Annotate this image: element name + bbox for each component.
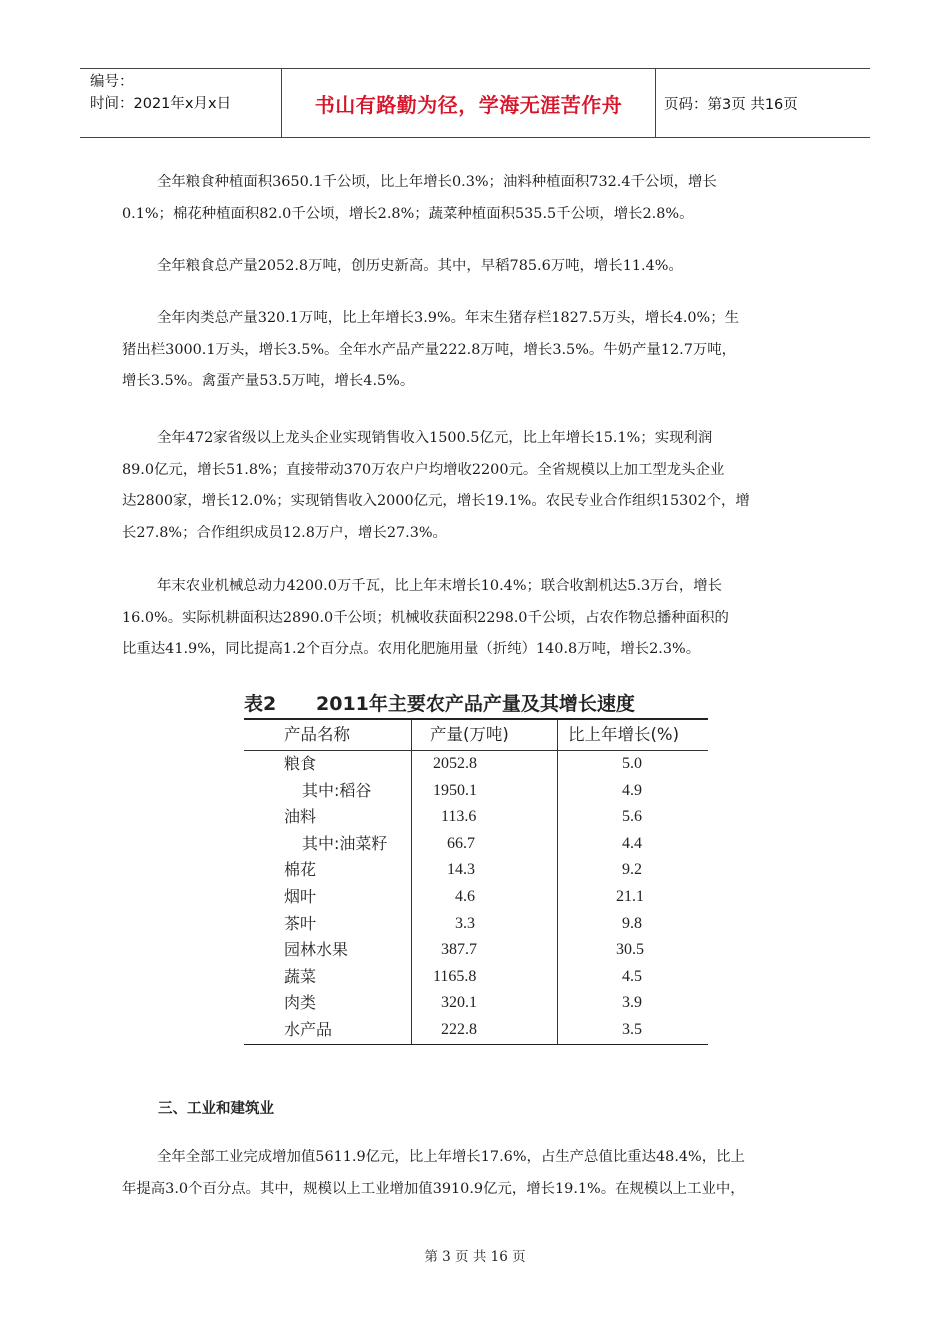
table-header-row xyxy=(244,720,708,751)
product-name: 园林水果 xyxy=(244,937,412,964)
text-line: 89.0亿元，增长51.8%；直接带动370万农户户均增收2200元。全省规模以上加工型龙头企业 xyxy=(122,461,725,478)
text-line: 全年粮食总产量2052.8万吨，创历史新高。其中，早稻785.6万吨，增长11.4%。 xyxy=(157,258,683,274)
text-line: 年末农业机械总动力4200.0万千瓦，比上年末增长10.4%；联合收割机达5.3万台，增长 xyxy=(157,578,723,594)
product-name: 其中:油菜籽 xyxy=(244,831,412,858)
product-output: 14.3 xyxy=(412,857,558,884)
product-output: 113.6 xyxy=(412,804,558,831)
table-row xyxy=(244,990,708,1017)
agri-products-table xyxy=(244,690,708,1045)
table-caption xyxy=(244,690,708,720)
product-name: 其中:稻谷 xyxy=(244,778,412,805)
product-output: 2052.8 xyxy=(412,751,558,778)
product-name: 肉类 xyxy=(244,990,412,1017)
table-row xyxy=(244,911,708,938)
text-line: 全年全部工业完成增加值5611.9亿元，比上年增长17.6%，占生产总值比重达48.4%，比上 xyxy=(157,1149,745,1165)
header-growth: 比上年增长(%) xyxy=(568,725,680,744)
paragraph-machinery xyxy=(122,571,830,666)
text-line: 长27.8%；合作组织成员12.8万户，增长27.3%。 xyxy=(122,524,447,541)
product-name: 烟叶 xyxy=(244,884,412,911)
paragraph-meat-output xyxy=(122,303,830,398)
table-title: 2011年主要农产品产量及其增长速度 xyxy=(316,693,635,715)
number-label: 编号： xyxy=(90,74,134,90)
product-growth: 4.9 xyxy=(622,781,642,799)
text-line: 比重达41.9%，同比提高1.2个百分点。农用化肥施用量（折纯）140.8万吨，增长2.3%。 xyxy=(122,641,701,657)
product-growth: 9.2 xyxy=(622,861,642,879)
table-row xyxy=(244,937,708,964)
product-name: 蔬菜 xyxy=(244,964,412,991)
product-name: 棉花 xyxy=(244,857,412,884)
header-page-info: 页码：第3页 共16页 xyxy=(664,96,798,113)
table-row xyxy=(244,751,708,778)
table-row xyxy=(244,831,708,858)
page-footer: 第 3 页 共 16 页 xyxy=(424,1249,526,1265)
time-label: 时间：2021年x月x日 xyxy=(90,96,232,112)
page-header xyxy=(80,68,870,138)
text-line: 年提高3.0个百分点。其中，规模以上工业增加值3910.9亿元，增长19.1%。在规模以上工业中， xyxy=(122,1180,745,1197)
section-title-industry: 三、工业和建筑业 xyxy=(158,1101,274,1117)
product-growth: 21.1 xyxy=(616,887,644,905)
product-name: 茶叶 xyxy=(244,911,412,938)
product-name: 油料 xyxy=(244,804,412,831)
text-line: 16.0%。实际机耕面积达2890.0千公顷；机械收获面积2298.0千公顷，占农作物总播种面积的 xyxy=(122,609,729,626)
header-output: 产量(万吨) xyxy=(412,720,558,750)
text-line: 全年肉类总产量320.1万吨，比上年增长3.9%。年末生猪存栏1827.5万头，增长4.0%；生 xyxy=(157,310,740,326)
text-line: 达2800家，增长12.0%；实现销售收入2000亿元，增长19.1%。农民专业合作组织15302个，增 xyxy=(122,493,750,509)
table-row xyxy=(244,804,708,831)
header-motto: 书山有路勤为径，学海无涯苦作舟 xyxy=(282,69,656,137)
product-output: 3.3 xyxy=(412,911,558,938)
table-row xyxy=(244,857,708,884)
product-output: 4.6 xyxy=(412,884,558,911)
header-meta xyxy=(80,69,282,137)
text-line: 增长3.5%。禽蛋产量53.5万吨，增长4.5%。 xyxy=(122,373,415,389)
product-growth: 3.9 xyxy=(622,994,642,1012)
product-name: 粮食 xyxy=(244,751,412,778)
table-row xyxy=(244,884,708,911)
product-output: 1165.8 xyxy=(412,964,558,991)
text-line: 猪出栏3000.1万头，增长3.5%。全年水产品产量222.8万吨，增长3.5%。牛奶产量12.7万吨， xyxy=(122,341,737,358)
product-name: 水产品 xyxy=(244,1017,412,1044)
product-output: 66.7 xyxy=(412,831,558,858)
product-growth: 9.8 xyxy=(622,914,642,932)
product-output: 387.7 xyxy=(412,937,558,964)
paragraph-leading-enterprises xyxy=(122,423,830,549)
product-growth: 5.0 xyxy=(622,755,642,772)
product-growth: 30.5 xyxy=(616,941,644,959)
product-growth: 4.4 xyxy=(622,834,642,852)
product-output: 222.8 xyxy=(412,1017,558,1044)
table-row xyxy=(244,778,708,805)
text-line: 全年472家省级以上龙头企业实现销售收入1500.5亿元，比上年增长15.1%；实现利润 xyxy=(157,430,713,446)
text-line: 0.1%；棉花种植面积82.0千公顷，增长2.8%；蔬菜种植面积535.5千公顷，增长2.8%。 xyxy=(122,205,694,222)
table-number: 表2 xyxy=(244,693,277,715)
paragraph-planting-area xyxy=(122,167,830,230)
product-growth: 3.5 xyxy=(622,1020,642,1038)
paragraph-industry xyxy=(122,1142,830,1205)
paragraph-grain-output xyxy=(122,251,830,283)
product-output: 1950.1 xyxy=(412,778,558,805)
table-row xyxy=(244,1017,708,1044)
product-growth: 5.6 xyxy=(622,808,642,826)
header-product-name: 产品名称 xyxy=(244,720,412,750)
product-output: 320.1 xyxy=(412,990,558,1017)
text-line: 全年粮食种植面积3650.1千公顷，比上年增长0.3%；油料种植面积732.4千公顷，增长 xyxy=(157,174,717,190)
table-row xyxy=(244,964,708,991)
table-body xyxy=(244,720,708,1045)
product-growth: 4.5 xyxy=(622,967,642,985)
